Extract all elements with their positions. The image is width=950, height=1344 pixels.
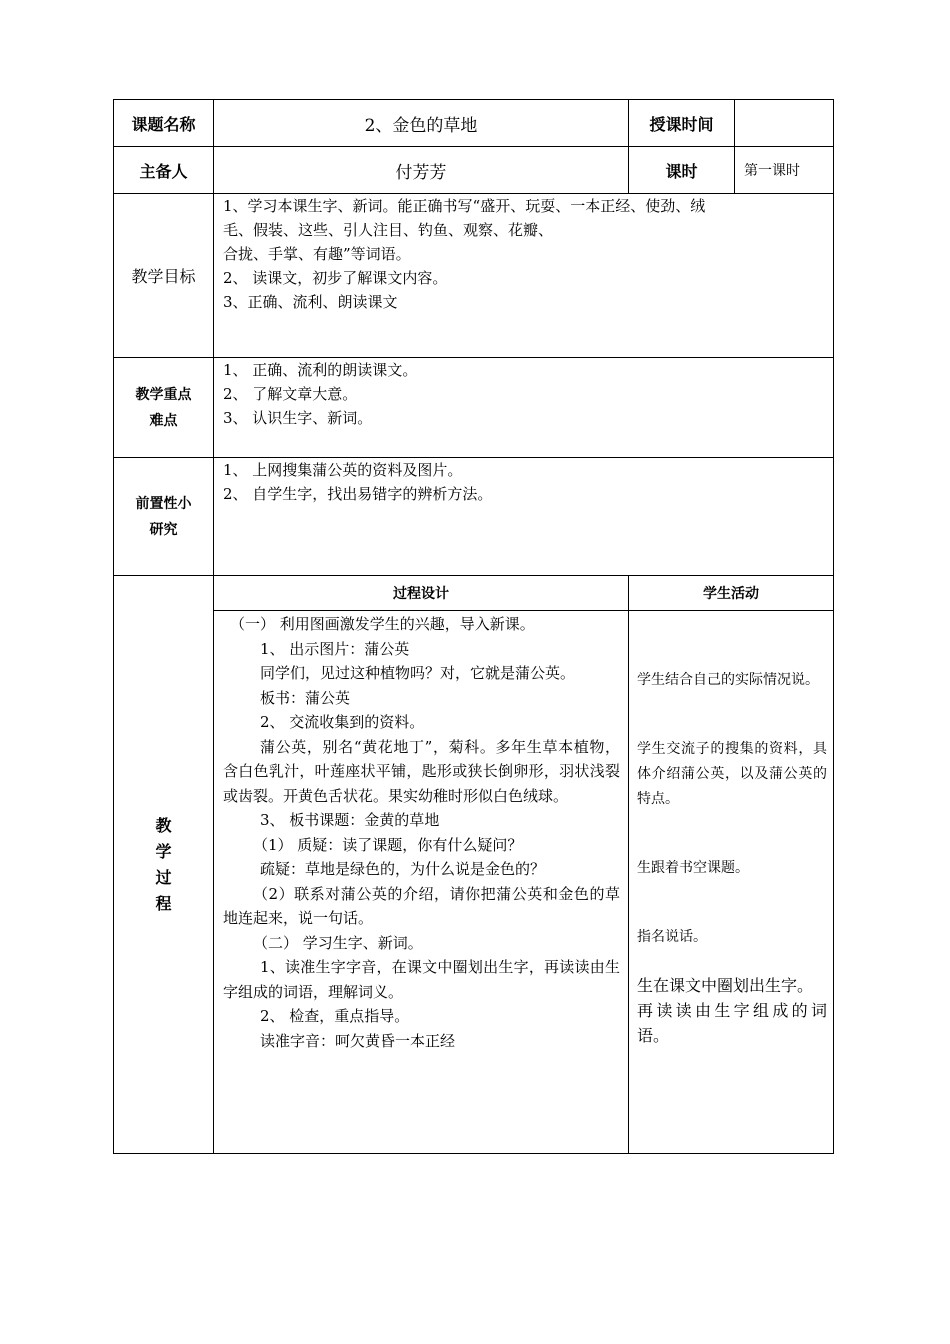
- design-header: 过程设计: [214, 576, 629, 611]
- process-label-char: 学: [155, 841, 172, 861]
- period-label: 课时: [629, 147, 735, 194]
- activity-item: 生在课文中圈划出生字。: [637, 976, 814, 995]
- design-paragraph: （1） 质疑：读了课题，你有什么疑问？: [253, 835, 523, 854]
- activity-item: 生跟着书空课题。: [637, 860, 749, 876]
- activity-header: 学生活动: [629, 576, 834, 611]
- activity-content: [629, 611, 834, 1154]
- activity-item: 指名说话。: [637, 929, 707, 945]
- activity-item: 再读读由生字组成的词语。: [637, 1001, 827, 1045]
- teaching-time-label: 授课时间: [629, 100, 735, 147]
- design-paragraph: （二） 学习生字、新词。: [253, 933, 423, 952]
- design-paragraph: （2）联系对蒲公英的介绍，请你把蒲公英和金色的草地连起来，说一句话。: [223, 884, 620, 927]
- activity-item: 学生结合自己的实际情况说。: [637, 672, 819, 688]
- goals-label: 教学目标: [114, 194, 214, 358]
- key-points-label-line2: 难点: [149, 412, 178, 429]
- pre-study-line: 1、 上网搜集蒲公英的资料及图片。: [223, 461, 463, 479]
- key-points-label-line1: 教学重点: [135, 386, 192, 403]
- teaching-time-value: [735, 100, 834, 147]
- goals-line: 1、学习本课生字、新词。能正确书写“盛开、玩耍、一本正经、使劲、绒: [223, 197, 706, 215]
- design-paragraph: 2、 检查，重点指导。: [260, 1007, 410, 1025]
- process-label-char: 过: [155, 867, 172, 887]
- key-points-label: [114, 358, 214, 458]
- goals-line: 合拢、手掌、有趣”等词语。: [223, 245, 411, 263]
- key-points-content: [214, 358, 834, 458]
- goals-content: [214, 194, 834, 358]
- process-label-char: 教: [155, 815, 172, 835]
- process-label-char: 程: [155, 893, 172, 913]
- key-point-line: 3、 认识生字、新词。: [223, 409, 373, 427]
- pre-study-label-line2: 研究: [149, 521, 178, 538]
- goals-line: 毛、假装、这些、引人注目、钓鱼、观察、花瓣、: [223, 221, 554, 239]
- design-paragraph: 同学们，见过这种植物吗？对，它就是蒲公英。: [260, 664, 576, 682]
- pre-study-line: 2、 自学生字，找出易错字的辨析方法。: [223, 485, 493, 503]
- activity-item: 学生交流子的搜集的资料，具体介绍蒲公英，以及蒲公英的特点。: [637, 741, 827, 807]
- key-point-line: 1、 正确、流利的朗读课文。: [223, 361, 418, 379]
- pre-study-content: [214, 458, 834, 576]
- design-paragraph: 读准字音：呵欠黄昏一本正经: [260, 1031, 456, 1050]
- design-paragraph: 板书：蒲公英: [260, 688, 351, 707]
- topic-value: 2、金色的草地: [214, 100, 629, 147]
- design-content: [214, 611, 629, 1154]
- key-point-line: 2、 了解文章大意。: [223, 385, 358, 403]
- design-paragraph: 蒲公英，别名“黄花地丁”，菊科。多年生草本植物，含白色乳汁，叶莲座状平铺，匙形或狭长倒卵形，羽状浅裂或齿裂。开黄色舌状花。果实幼稚时形似白色绒球。: [223, 737, 620, 805]
- preparer-label: 主备人: [114, 147, 214, 194]
- goals-line: 2、 读课文，初步了解课文内容。: [223, 269, 448, 287]
- preparer-value: 付芳芳: [214, 147, 629, 194]
- design-paragraph: 1、读准生字字音，在课文中圈划出生字，再读读由生字组成的词语，理解词义。: [223, 958, 620, 1001]
- process-label: [114, 576, 214, 1154]
- lesson-plan-table: [113, 99, 834, 1154]
- design-paragraph: 2、 交流收集到的资料。: [260, 713, 425, 731]
- goals-line: 3、正确、流利、朗读课文: [223, 293, 398, 311]
- pre-study-label-line1: 前置性小: [135, 495, 192, 512]
- design-paragraph: 疏疑：草地是绿色的，为什么说是金色的？: [260, 860, 546, 878]
- pre-study-label: [114, 458, 214, 576]
- topic-label: 课题名称: [114, 100, 214, 147]
- design-paragraph: 3、 板书课题：金黄的草地: [260, 811, 440, 829]
- design-paragraph: 1、 出示图片：蒲公英: [260, 639, 410, 658]
- period-value: 第一课时: [735, 147, 834, 194]
- design-paragraph: （一） 利用图画激发学生的兴趣，导入新课。: [230, 615, 535, 633]
